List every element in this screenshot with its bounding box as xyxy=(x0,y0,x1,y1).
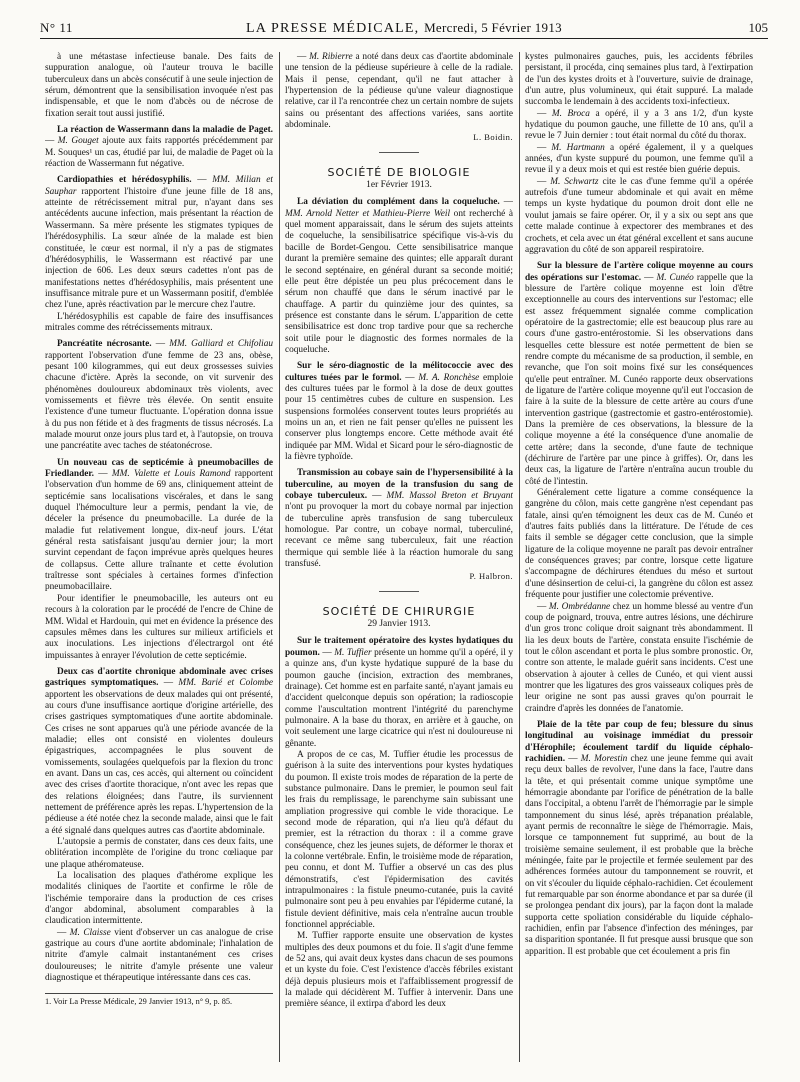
issue-number: N° 11 xyxy=(40,20,73,35)
article-text: ajoute aux faits rapportés précédemment par M. Souques¹ un cas, étudié par lui, de maladie de Paget où la réaction de Wassermann fut négative. xyxy=(45,136,273,170)
article-title: Sur la blessure de l'artère colique moyenne au cours des opérations sur l'estomac. xyxy=(525,261,753,283)
paragraph: L'autopsie a permis de constater, dans ces deux faits, une oblitération incomplète de l'origine du tronc cœliaque par une plaque athéromateuse. xyxy=(45,837,273,870)
article-author: M. Gouget xyxy=(57,136,99,147)
paragraph: — M. Schwartz cite le cas d'une femme qu'il a opérée autrefois d'une tumeur abdominale et qui avait en même temps un kyste hydatique du poumon droit dont elle ne voulut jamais se faire opérer. Or, il y a six ou sept ans que cette malade continue à expectorer des membranes et des crochets, et cela avec un état général excellent et sans aucune aggravation du côté de son appareil respiratoire. xyxy=(525,176,753,255)
paragraph: Généralement cette ligature a comme conséquence la gangrène du côlon, mais cette gangrène n'est cependant pas fatale, ainsi qu'en témoignent les deux cas de M. Cunéo et d'autres faits publiés dans la littérature. De l'étude de ces faits il semble se dégager cette conclusion, que la simple ligature de la colique moyenne ne paraît pas devoir entraîner de conséquences graves; par contre, lorsque cette ligature s'accompagne de déchirures étendues du méso et surtout d'une désinsertion de celui-ci, la gangrène du côlon est assez fréquente pour justifier une colectomie préventive. xyxy=(525,488,753,601)
article-author: M. Claisse xyxy=(69,927,111,938)
page-number: 105 xyxy=(748,20,768,35)
article-title: Sur le séro-diagnostic de la mélitococcie avec des cultures tuées par le formol. xyxy=(285,361,513,383)
article-author: MM. Galliard et Chifoliau xyxy=(169,339,273,350)
article-artere-colique: Sur la blessure de l'artère colique moyenne au cours des opérations sur l'estomac. — M. Cunéo rappelle que la blessure de l'artère colique moyenne est loin d'être exceptionnelle au cours des interventions sur l'estomac; elle est assez fréquemment signalée comme complication opératoire de la gastrectomie; elle est beaucoup plus rare au cours d'une gastro-entérostomie. Si les observations dans lesquelles cette blessure est notée permettent de bien se rendre compte du mécanisme de sa production, il semble, en revanche, que l'on soit moins fixé sur les conséquences qu'elle peut entraîner. M. Cunéo rapporte deux observations de ligature de l'artère colique moyenne qu'il eut l'occasion de faire à la suite de la blessure de cette artère au cours d'une intervention gastrique (gastrectomie et gastro-entérostomie). Dans la première de ces observations, la blessure de la colique moyenne a été la conséquence d'une anomalie de cette artère; dans la seconde, d'une faute de technique (déchirure de l'artère par une pince à griffes). Or, dans les deux cas, la ligature de l'artère n'entraîna aucun trouble du côté de l'intestin. xyxy=(525,261,753,487)
article-aortite: Deux cas d'aortite chronique abdominale avec crises gastriques symptomatiques. — MM. Barié et Colombe apportent les observations de deux malades qui ont présenté, au cours d'une insuffisance aortique d'origine artérielle, des crises gastriques symptomatiques d'une aortite abdominale. Ces crises ne sont apparues qu'à une période avancée de la maladie; elles ont consisté en violentes douleurs épigastriques, accompagnées le plus souvent de vomissements, soulagées quelquefois par la flexion du tronc en avant. Dans un cas, ces accès, qui alternent ou coïncident avec des crises d'aortite thoracique, n'ont avec les repas que des relations éloignées; dans l'autre, ils surviennent nettement de préférence après les repas. L'hypertension de la pédieuse a été notée chez la seconde malade, ainsi que le fait a été signalé dans quelques autres cas d'aortite abdominale. xyxy=(45,666,273,836)
paragraph: A propos de ce cas, M. Tuffier étudie les processus de guérison à la suite des interventions pour kystes hydatiques du poumon. Il existe trois modes de réparation de la perte de substance pulmonaire. Dans le premier, le poumon seul fait les frais du remplissage, le parenchyme sain subissant une ampliation progressive qui comble le vide thoracique. Le second mode de réparation, qui n'a lieu qu'à défaut du premier, est la rétraction du thorax : il a comme grave conséquence, chez les jeunes sujets, de déformer le thorax et la colonne vertébrale. Enfin, le troisième mode de réparation, peu connu, et dont M. Tuffier a observé un cas des plus démonstratifs, c'est l'épidermisation des cavités intrapulmonaires : la fistule pneumo-cutanée, puis la cavité pulmonaire sont peu à peu envahies par l'épiderme cutané, la fistule devient définitive, mais cela n'entraîne aucun trouble fonctionnel appréciable. xyxy=(285,749,513,931)
article-text: rapportent l'observation d'un homme de 69 ans, cliniquement atteint de septicémie sans localisations viscérales, et dans le sang duquel l'hémoculture leur a permis, pendant la vie, de déceler la présence du pneumobacille. La durée de la maladie fut relativement longue, dix-neuf jours. L'état général resta satisfaisant jusqu'au dernier jour; la mort survint cependant de façon imprévue après quelques heures de collapsus. Cette allure traînante et cette évolution traîtresse sont spéciales à certaines formes d'infection pneumobacillaire. xyxy=(45,469,273,593)
paragraph: — M. Ribierre a noté dans deux cas d'aortite abdominale une tension de la pédieuse supérieure à celle de la radiale. Mais il pense, cependant, qu'il ne faut attacher à l'hypertension de la pédieuse qu'une valeur diagnostique relative, car il l'a rencontrée chez un certain nombre de sujets sains ou présentant des affections variées, sans aortite abdominale. xyxy=(285,52,513,131)
article-title: Deux cas d'aortite chronique abdominale avec crises gastriques symptomatiques. xyxy=(45,666,273,689)
article-title: La réaction de Wassermann dans la maladie de Paget. xyxy=(57,125,273,136)
column-right xyxy=(525,52,753,1072)
paragraph: — M. Ombrédanne chez un homme blessé au ventre d'un coup de poignard, trouva, entre autres lésions, une déchirure d'un gros tronc colique droit saignant très abondamment. Il lia les deux bouts de l'artère, constata ensuite l'ischémie de tout le côlon ascendant et porta le plus sombre pronostic. Or, contre son attente, le malade guérit sans incidents. C'est une observation à ajouter à celles de Cunéo, et qui vient aussi montrer que les ligatures des gros vaisseaux coliques près de leur origine ne sont pas aussi graves qu'on pourrait le craindre d'après les données de l'anatomie. xyxy=(525,601,753,714)
section-divider xyxy=(379,591,419,592)
paragraph: M. Tuffier rapporte ensuite une observation de kystes multiples des deux poumons et du foie. Il s'agit d'une femme de 52 ans, qui avait deux kystes dans chacun de ses poumons et un kyste du foie. C'est l'existence d'accès fébriles existant déjà depuis plusieurs mois et l'affaiblissement progressif de la malade qui décidèrent M. Tuffier à intervenir. Dans une première séance, il extirpa d'abord les deux xyxy=(285,931,513,1010)
article-author: M. Ombrédanne xyxy=(548,601,611,612)
article-author: M. Morestin xyxy=(580,753,628,764)
article-author: M. A. Ronchèse xyxy=(418,372,480,383)
article-text: a opéré également, il y a quelques années, d'un kyste suppuré du poumon, une femme qu'il a revue il y a deux mois et qui est restée bien guérie depuis. xyxy=(525,142,753,176)
paragraph: à une métastase infectieuse banale. Des faits de suppuration analogue, où l'auteur trouva le bacille tuberculeux dans un abcès consécutif à une seule injection de sérum, démontrent que la sensibilisation invoquée n'est pas indispensable, et que le nom d'abcès ou de nécrose de fixation serait tout aussi justifié. xyxy=(45,52,273,119)
section-date: 1er Février 1913. xyxy=(366,180,432,191)
article-title: Un nouveau cas de septicémie à pneumobacilles de Friedlander. xyxy=(45,457,273,480)
article-septicemie: Un nouveau cas de septicémie à pneumobacilles de Friedlander. — MM. Valette et Louis Ramond rapportent l'observation d'un homme de 69 ans, cliniquement atteint de septicémie sans localisations viscérales, et dans le sang duquel l'hémoculture leur a permis, pendant la vie, de déceler la présence du pneumobacille. La durée de la maladie fut relativement longue, dix-neuf jours. L'état général resta satisfaisant jusqu'au dernier jour; la mort survint cependant de façon imprévue après quelques heures de collapsus. Cette allure traînante et cette évolution traîtresse sont spéciales à certaines formes d'infection pneumobacillaire. xyxy=(45,457,273,593)
journal-name: LA PRESSE MÉDICALE, xyxy=(246,21,420,36)
footnote: 1. Voir La Presse Médicale, 29 Janvier 1913, n° 9, p. 85. xyxy=(45,993,273,1007)
paragraph: — M. Hartmann a opéré également, il y a quelques années, d'un kyste suppuré du poumon, une femme qu'il a revue il y a deux mois et qui est restée bien guérie depuis. xyxy=(525,142,753,176)
article-wassermann-paget: La réaction de Wassermann dans la maladie de Paget. — M. Gouget ajoute aux faits rapportés précédemment par M. Souques¹ un cas, étudié par lui, de maladie de Paget où la réaction de Wassermann fut négative. xyxy=(45,125,273,170)
paragraph: La localisation des plaques d'athérome explique les modalités cliniques de l'aortite et confirme le rôle de l'ischémie temporaire dans la production de ces crises d'angor abdominal, absolument comparables à la claudication intermittente. xyxy=(45,871,273,927)
page-header xyxy=(40,18,768,39)
column-middle xyxy=(285,52,513,1072)
paragraph: L'hérédosyphilis est capable de faire des insuffisances mitrales comme des rétrécissements mitraux. xyxy=(45,311,273,333)
article-kystes-hydatiques: Sur le traitement opératoire des kystes hydatiques du poumon. — M. Tuffier présente un homme qu'il a opéré, il y a quinze ans, d'un kyste hydatique suppuré de la base du poumon gauche (incision, extraction des membranes, drainage). Cet homme est en parfaite santé, n'ayant jamais eu d'accident quelconque depuis son opération; la radioscopie comme l'auscultation montrent l'intégrité du parenchyme pulmonaire. A la base du thorax, en arrière et à gauche, on voit seulement une large cicatrice qui n'est ni douloureuse ni gênante. xyxy=(285,636,513,749)
article-author: M. Schwartz xyxy=(550,176,599,187)
paragraph: kystes pulmonaires gauches, puis, les accidents fébriles persistant, il procéda, cinq semaines plus tard, à l'extirpation de l'un des kystes droits et à l'ouverture, suivie de drainage, d'un autre, plus volumineux, qui était suppuré. La malade succomba le lendemain à des accidents toxi-infectieux. xyxy=(525,52,753,108)
article-author: MM. Barié et Colombe xyxy=(178,678,273,689)
paragraph: Pour identifier le pneumobacille, les auteurs ont eu recours à la coloration par le procédé de l'encre de Chine de MM. Widal et Hardouin, qui met en évidence la présence des capsules mêmes dans les cultures sur milieux artificiels et aux inoculations. Les injections d'électrargol ont été impuissantes à enrayer l'évolution de cette septicémie. xyxy=(45,593,273,661)
article-title: La déviation du complément dans la coqueluche. xyxy=(297,197,500,208)
article-author: M. Hartmann xyxy=(551,142,605,153)
article-text: chez un homme blessé au ventre d'un coup de poignard, trouva, entre autres lésions, une déchirure d'un gros tronc colique droit saignant très abondamment. Il lia les deux bouts de l'artère, constata ensuite l'ischémie de tout le côlon ascendant et porta le plus sombre pronostic. Or, contre son attente, le malade guérit sans incidents. C'est une observation à ajouter à celles de Cunéo, et qui vient aussi montrer que les ligatures des gros vaisseaux coliques près de leur origine ne sont pas aussi graves qu'on pourrait le craindre d'après les données de l'anatomie. xyxy=(525,601,753,714)
section-title-biologie: SOCIÉTÉ DE BIOLOGIE xyxy=(327,165,471,179)
column-rule xyxy=(279,52,280,1062)
article-author: M. Tuffier xyxy=(334,647,372,658)
article-plaie-tete: Plaie de la tête par coup de feu; blessure du sinus longitudinal au voisinage immédiat du pressoir d'Hérophile; écoulement tardif du liquide céphalo-rachidien. — M. Morestin chez une jeune femme qui avait reçu deux balles de revolver, l'une dans la face, l'autre dans la tête, et qui présentait comme unique symptôme une hémorragie abondante par l'orifice de pénétration de la balle dans l'occipital, a obtenu l'arrêt de l'hémorragie par le simple tamponnement du sinus lésé, après trépanation préalable, ayant permis de reconnaître le siège de l'hémorragie. Mais, lorsque ce tamponnement fut supprimé, au bout de la troisième semaine seulement, il est probable que la brèche méningée, faite par le projectile et fermée seulement par des adhérences formées autour du tamponnement se rouvrit, et on vit s'écouler du liquide céphalo-rachidien. Cet écoulement fut remarquable par son énorme abondance et par sa durée (il se prolongea pendant dix jours), par la façon dont la malade supporta cette spoliation considérable du liquide céphalo-rachidien, enfin par l'absence d'infection des méninges, par sa disparition spontanée. Il fut presque aussi brusque que son apparition. Il est probable que cet écoulement a pris fin xyxy=(525,719,753,957)
article-text: n'ont pu provoquer la mort du cobaye normal par injection de tuberculine après transfusion de sang tuberculeux homologue. Par contre, un cobaye normal, tuberculiné, recevant ce même sang tuberculeux, fait une réaction thermique qui semble liée à la réaction humorale du sang transfusé. xyxy=(285,502,513,570)
article-title: Transmission au cobaye sain de l'hypersensibilité à la tuberculine, au moyen de la transfusion du sang de cobaye tuberculeux. xyxy=(285,468,513,502)
article-author: MM. Massol Breton et Bruyant xyxy=(386,491,513,502)
article-author: MM. Arnold Netter et Mathieu-Pierre Weil xyxy=(285,208,451,219)
article-text: a opéré, il y a 3 ans 1/2, d'un kyste hydatique du poumon gauche, une fillette de 10 ans, qu'il a revue le 7 Juin dernier : tout était normal du côté du thorax. xyxy=(525,108,753,142)
article-author: M. Ribierre xyxy=(309,52,353,62)
issue-date: Mercredi, 5 Février 1913 xyxy=(424,20,562,35)
section-divider xyxy=(379,152,419,153)
article-coqueluche: La déviation du complément dans la coqueluche. — MM. Arnold Netter et Mathieu-Pierre Weil ont recherché à quel moment apparaissait, dans le sérum des sujets atteints de coqueluche, la sensibilisatrice spécifique vis-à-vis du bacille de Bordet-Gengou. Cette sensibilisatrice manque durant la première semaine des quintes; elle apparaît durant le second septénaire, en général durant sa seconde moitié; elle peut être dépistée un peu plus précocement dans le sérum non chauffé que dans le sérum inactivé par le chauffage. A partir du quinzième jour des quintes, sa présence est constante dans le sérum. L'apparition de cette sensibilisatrice est donc trop tardive pour que sa recherche soit utile pour le diagnostic des formes normales de la coqueluche. xyxy=(285,197,513,355)
article-author: MM. Valette et Louis Ramond xyxy=(111,469,231,480)
article-title: Plaie de la tête par coup de feu; blessure du sinus longitudinal au voisinage immédiat du pressoir d'Hérophile; écoulement tardif du liquide céphalo-rachidien. xyxy=(525,719,753,764)
article-text: rappelle que la blessure de l'artère colique moyenne est loin d'être exceptionnelle au cours des interventions sur l'estomac; elle est assez fréquemment signalée comme complication opératoire de la gastrectomie; elle est beaucoup plus rare au cours d'une gastro-entérostomie. Si les observations dans lesquelles cette blessure est notée permettent de bien se rendre compte du mécanisme de sa production, il semble, en revanche, que l'on soit moins fixé sur les conséquences qu'elle peut entraîner. M. Cunéo rapporte deux observations de ligature de l'artère colique moyenne qu'il eut l'occasion de faire à la suite de la blessure de cette artère au cours d'une intervention gastrique (gastrectomie et gastro-entérostomie). Dans la première de ces observations, la blessure de la colique moyenne a été la conséquence d'une anomalie de cette artère; dans la seconde, d'une faute de technique (déchirure de l'artère par une pince à griffes). Or, dans les deux cas, la ligature de l'artère n'entraîna aucun trouble du côté de l'intestin. xyxy=(525,272,753,487)
article-text: rapportent l'histoire d'une jeune fille de 18 ans, atteinte de rétrécissement mitral pur, n'ayant dans ses antécédents aucune infection, mais présentant la réaction de Wassermann. Sa mère présente les stigmates typiques de l'hérédosyphilis. La sœur aînée de la malade est bien constituée, le cœur est normal, il n'y a pas de stigmates d'hérédosyphilis, le Wassermann est réactivé par une injection de 606. Les deux sœurs cadettes n'ont pas de manifestations nettes d'hérédosyphilis, mais présentent une insuffisance mitrale pure et un Wassermann positif, d'emblée chez l'une, après réactivation par le mercure chez l'autre. xyxy=(45,186,273,311)
article-text: rapportent l'observation d'une femme de 23 ans, obèse, pesant 100 kilogrammes, qui eut deux grossesses suivies chacune d'ictère. Après la seconde, on vit survenir des phénomènes douloureux abdominaux très violents, avec vomissements et fièvre très élevée. On sentit ensuite l'existence d'une tumeur fluctuante. L'opération donna issue à du pus non fétide et à des fragments de tissus nécrosés. La malade mourut onze jours plus tard et, à l'autopsie, on trouva une pancréatite avec taches de stéatonécrose. xyxy=(45,350,273,452)
paragraph: — M. Broca a opéré, il y a 3 ans 1/2, d'un kyste hydatique du poumon gauche, une fillette de 10 ans, qu'il a revue le 7 Juin dernier : tout était normal du côté du thorax. xyxy=(525,108,753,142)
section-date: 29 Janvier 1913. xyxy=(367,619,431,630)
article-author: MM. Milian et Sauphar xyxy=(45,175,273,197)
article-text: cite le cas d'une femme qu'il a opérée autrefois d'une tumeur abdominale et qui avait en même temps un kyste hydatique du poumon droit dont elle ne voulut jamais se faire opérer. Or, il y a six ou sept ans que cette malade continue à expectorer des membranes et des crochets, et cela avec un état général excellent et sans aucune aggravation du côté de son appareil respiratoire. xyxy=(525,176,753,255)
article-title: Cardiopathies et hérédosyphilis. xyxy=(57,175,192,186)
signature: P. Halbron. xyxy=(469,571,513,582)
column-rule xyxy=(519,52,520,1062)
article-text: présente un homme qu'il a opéré, il y a quinze ans, d'un kyste hydatique suppuré de la base du poumon gauche (incision, extraction des membranes, drainage). Cet homme est en parfaite santé, n'ayant jamais eu d'accident quelconque depuis son opération; la radioscopie comme l'auscultation montrent l'intégrité du parenchyme pulmonaire. A la base du thorax, en arrière et à gauche, on voit seulement une large cicatrice qui n'est ni douloureuse ni gênante. xyxy=(285,647,513,749)
section-title-chirurgie: SOCIÉTÉ DE CHIRURGIE xyxy=(322,604,476,618)
signature: L. Boidin. xyxy=(473,132,513,143)
article-title: Pancréatite nécrosante. xyxy=(57,339,152,350)
article-text: apportent les observations de deux malades qui ont présenté, au cours d'une insuffisance aortique d'origine artérielle, des crises gastriques symptomatiques d'une aortite abdominale. Ces crises ne sont apparues qu'à une période avancée de la maladie; elles ont consisté en violentes douleurs épigastriques, accompagnées le plus souvent de vomissements, soulagées quelquefois par la flexion du tronc en avant. Dans un cas, ces accès, qui alternent ou coïncident avec des crises d'aortite thoracique, n'ont avec les repas que des relations éloignées; dans l'autre, ils surviennent nettement de préférence après les repas. L'hypertension de la pédieuse a été notée chez la seconde malade, ainsi que le fait a été signalé dans quelques autres cas d'aortite abdominale. xyxy=(45,689,273,836)
article-text: a noté dans deux cas d'aortite abdominale une tension de la pédieuse supérieure à celle de la radiale. Mais il pense, cependant, qu'il ne faut attacher à l'hypertension de la pédieuse qu'une valeur diagnostique relative, car il l'a rencontrée chez un certain nombre de sujets sains ou présentant des affections variées, sans aortite abdominale. xyxy=(285,52,513,131)
article-tuberculine: Transmission au cobaye sain de l'hypersensibilité à la tuberculine, au moyen de la transfusion du sang de cobaye tuberculeux. — MM. Massol Breton et Bruyant n'ont pu provoquer la mort du cobaye normal par injection de tuberculine après transfusion de sang tuberculeux homologue. Par contre, un cobaye normal, tuberculiné, recevant ce même sang tuberculeux, fait une réaction thermique qui semble liée à la réaction humorale du sang transfusé. xyxy=(285,468,513,570)
paragraph: — M. Claisse vient d'observer un cas analogue de crise gastrique au cours d'une aortite abdominale; l'inhalation de nitrite d'amyle calmait instantanément ces crises douloureuses; le nitrite d'amyle présente une valeur diagnostique et thérapeutique intéressante dans ces cas. xyxy=(45,927,273,984)
article-melitococcie: Sur le séro-diagnostic de la mélitococcie avec des cultures tuées par le formol. — M. A. Ronchèse emploie des cultures tuées par le formol à la dose de deux gouttes pour 15 centimètres cubes de culture en suspension. Les suspensions formolées conservent toutes leurs propriétés au moins un an, et rien ne fait penser qu'elles ne puissent les conserver plus longtemps encore. Cette méthode avait été indiquée par MM. Widal et Sicard pour le séro-diagnostic de la fièvre typhoïde. xyxy=(285,361,513,462)
journal-title xyxy=(40,20,768,37)
article-text: emploie des cultures tuées par le formol à la dose de deux gouttes pour 15 centimètres cubes de culture en suspension. Les suspensions formolées conservent toutes leurs propriétés au moins un an, et rien ne fait penser qu'elles ne puissent les conserver plus longtemps encore. Cette méthode avait été indiquée par MM. Widal et Sicard pour le séro-diagnostic de la fièvre typhoïde. xyxy=(285,372,513,462)
article-title: Sur le traitement opératoire des kystes hydatiques du poumon. xyxy=(285,636,513,658)
column-left xyxy=(45,52,273,1072)
article-text: chez une jeune femme qui avait reçu deux balles de revolver, l'une dans la face, l'autre dans la tête, et qui présentait comme unique symptôme une hémorragie abondante par l'orifice de pénétration de la balle dans l'occipital, a obtenu l'arrêt de l'hémorragie par le simple tamponnement du sinus lésé, après trépanation préalable, ayant permis de reconnaître le siège de l'hémorragie. Mais, lorsque ce tamponnement fut supprimé, au bout de la troisième semaine seulement, il est probable que la brèche méningée, faite par le projectile et fermée seulement par des adhérences formées autour du tamponnement se rouvrit, et on vit s'écouler du liquide céphalo-rachidien. Cet écoulement fut remarquable par son énorme abondance et par sa durée (il se prolongea pendant dix jours), par la façon dont la malade supporta cette spoliation considérable du liquide céphalo-rachidien, enfin par l'absence d'infection des méninges, par sa disparition spontanée. Il fut presque aussi brusque que son apparition. Il est probable que cet écoulement a pris fin xyxy=(525,753,753,957)
article-author: M. Cunéo xyxy=(656,272,694,283)
article-author: M. Broca xyxy=(551,108,590,119)
article-text: ont recherché à quel moment apparaissait, dans le sérum des sujets atteints de coqueluche, la sensibilisatrice spécifique vis-à-vis du bacille de Bordet-Gengou. Cette sensibilisatrice manque durant la première semaine des quintes; elle apparaît durant le second septénaire, en général durant sa seconde moitié; elle peut être dépistée un peu plus précocement dans le sérum non chauffé que dans le sérum inactivé par le chauffage. A partir du quinzième jour des quintes, sa présence est constante dans le sérum. L'apparition de cette sensibilisatrice est donc trop tardive pour que sa recherche soit utile pour le diagnostic des formes normales de la coqueluche. xyxy=(285,208,513,355)
article-text: vient d'observer un cas analogue de crise gastrique au cours d'une aortite abdominale; l'inhalation de nitrite d'amyle calmait instantanément ces crises douloureuses; le nitrite d'amyle présente une valeur diagnostique et thérapeutique intéressante dans ces cas. xyxy=(45,927,273,984)
article-cardiopathies: Cardiopathies et hérédosyphilis. — MM. Milian et Sauphar rapportent l'histoire d'une jeune fille de 18 ans, atteinte de rétrécissement mitral pur, n'ayant dans ses antécédents aucune infection, mais présentant la réaction de Wassermann. Sa mère présente les stigmates typiques de l'hérédosyphilis. La sœur aînée de la malade est bien constituée, le cœur est normal, il n'y a pas de stigmates d'hérédosyphilis, le Wassermann est réactivé par une injection de 606. Les deux sœurs cadettes n'ont pas de manifestations nettes d'hérédosyphilis, mais présentent une insuffisance mitrale pure et un Wassermann positif, d'emblée chez l'une, après réactivation par le mercure chez l'autre. xyxy=(45,175,273,311)
article-pancreatite: Pancréatite nécrosante. — MM. Galliard et Chifoliau rapportent l'observation d'une femme de 23 ans, obèse, pesant 100 kilogrammes, qui eut deux grossesses suivies chacune d'ictère. Après la seconde, on vit survenir des phénomènes douloureux abdominaux très violents, avec vomissements et fièvre très élevée. On sentit ensuite l'existence d'une tumeur fluctuante. L'opération donna issue à du pus non fétide et à des fragments de tissus nécrosés. La malade mourut onze jours plus tard et, à l'autopsie, on trouva une pancréatite avec taches de stéatonécrose. xyxy=(45,339,273,452)
